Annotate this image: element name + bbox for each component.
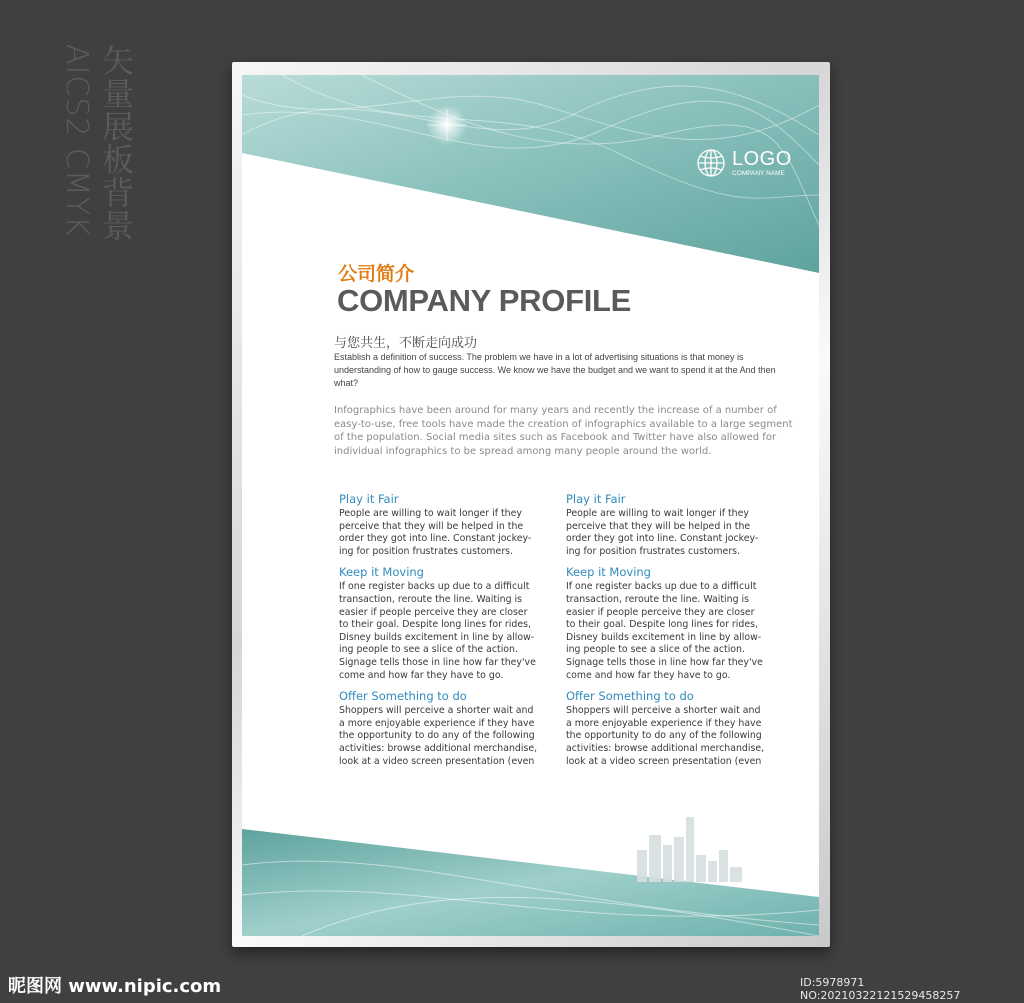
side-caption-en: AICS2 CMYK — [59, 44, 94, 237]
section-heading: Offer Something to do — [566, 689, 694, 704]
section-heading: Play it Fair — [566, 492, 626, 506]
slogan: 与您共生，不断走向成功 — [334, 336, 478, 351]
section-offer-something — [566, 689, 781, 768]
left-column — [339, 492, 554, 775]
section-play-it-fair — [566, 492, 781, 558]
globe-icon — [696, 148, 726, 178]
logo-company-name: COMPANY NAME — [732, 170, 785, 177]
section-body: People are willing to wait longer if they perceive that they will be helped in the order they got into line. Constant jockey- ing for position frustrates customers. — [566, 508, 759, 557]
section-heading: Keep it Moving — [566, 565, 651, 580]
section-heading: Keep it Moving — [339, 565, 424, 580]
poster — [242, 75, 819, 936]
section-body: If one register backs up due to a difficult transaction, reroute the line. Waiting is easier if people perceive they are closer to their goal. Despite long lines for rides, Disney builds excitement in line by allow- ing people to see a slice of the action. Signage tells those in line how far they've come and how far they have to go. — [566, 581, 763, 681]
section-body: People are willing to wait longer if they perceive that they will be helped in the order they got into line. Constant jockey- ing for position frustrates customers. — [339, 508, 532, 557]
intro-text: Establish a definition of success. The problem we have in a lot of advertising situations is that money is understanding of how to gauge success. We know we have the budget and we want to spend it at the And then what? — [334, 352, 776, 388]
title-en: COMPANY PROFILE — [337, 283, 632, 318]
logo — [696, 148, 792, 178]
section-keep-it-moving — [566, 565, 781, 682]
city-skyline-icon — [637, 817, 742, 882]
section-body: Shoppers will perceive a shorter wait and a more enjoyable experience if they have the opportunity to do any of the following activities: browse additional merchandise, look at a video screen presentation (even — [339, 705, 538, 767]
section-body: Shoppers will perceive a shorter wait and a more enjoyable experience if they have the opportunity to do any of the following activities: browse additional merchandise, look at a video screen presentation (even — [566, 705, 765, 767]
site-watermark: 昵图网 www.nipic.com — [8, 976, 222, 997]
section-heading: Offer Something to do — [339, 689, 467, 704]
poster-frame — [232, 62, 830, 947]
section-keep-it-moving — [339, 565, 554, 682]
section-offer-something — [339, 689, 554, 768]
image-id-watermark: ID:5978971 NO:20210322121529458257 — [800, 976, 961, 1002]
infographics-paragraph: Infographics have been around for many years and recently the increase of a number of easy-to-use, free tools have made the creation of infographics available to a large segment of the population. Social media sites such as Facebook and Twitter have also allowed for individual infographics to be spread among many people around the world. — [334, 405, 793, 457]
right-column — [566, 492, 781, 775]
title-cn: 公司简介 — [338, 263, 415, 285]
logo-word: LOGO — [732, 148, 792, 170]
side-caption-cn: 矢量展板背景 — [97, 44, 135, 242]
section-heading: Play it Fair — [339, 492, 399, 506]
side-caption — [56, 44, 136, 242]
section-play-it-fair — [339, 492, 554, 558]
section-body: If one register backs up due to a difficult transaction, reroute the line. Waiting is easier if people perceive they are closer to their goal. Despite long lines for rides, Disney builds excitement in line by allow- ing people to see a slice of the action. Signage tells those in line how far they've come and how far they have to go. — [339, 581, 536, 681]
